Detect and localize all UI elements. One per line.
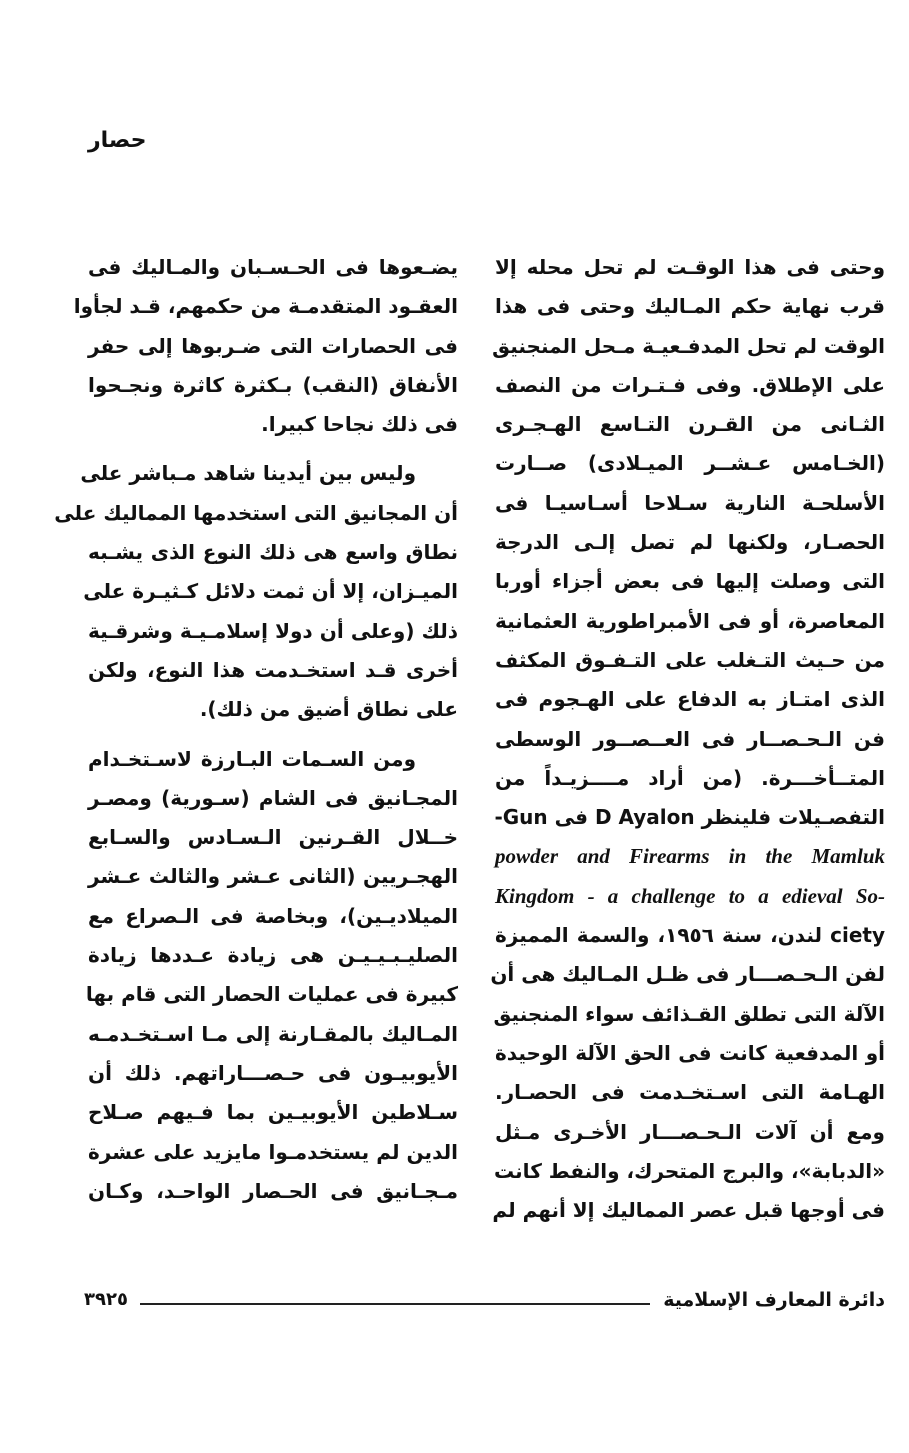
text-line: يضـعوها فى الحـسـبان والمـاليك فى (88, 255, 458, 279)
text-line: فى الحصارات التى ضـربوها إلى حفر (88, 333, 458, 358)
text-line: خــلال القـرنين الـسـادس والسـابع (88, 825, 458, 850)
paragraph (54, 454, 458, 729)
text-line: الذى امتـاز به الدفاع على الهـجوم فى (495, 687, 885, 712)
right-column (490, 248, 885, 1240)
text-line: الميـزان، إلا أن ثمت دلائل كـثيـرة على (83, 579, 458, 604)
text-line: ومن السـمات البـارزة لاسـتخـدام (88, 746, 416, 771)
text-line: وحتى فى هذا الوقـت لم تحل محله إلا (495, 255, 885, 279)
text-line: على نطاق أضيق من ذلك). (199, 697, 458, 722)
left-column (54, 248, 458, 1221)
text-line: كبيرة فى عمليات الحصار التى قام بها (85, 982, 458, 1007)
text-line: ciety لندن، سنة ١٩٥٦، والسمة المميزة (495, 923, 885, 948)
text-line: الميلاديـين)، وبخاصة فى الـصراع مع (88, 903, 458, 928)
text-line: الوقت لم تحل المدفـعيـة مـحل المنجنيق (492, 333, 885, 358)
paragraph (490, 248, 885, 1230)
text-line: فن الـحـصــار فى العــصــور الوسطى (495, 726, 885, 751)
paragraph (73, 248, 458, 444)
text-line: نطاق واسع هى ذلك النوع الذى يشـبه (88, 540, 458, 565)
paragraph (85, 740, 458, 1212)
text-line: لفن الـحـصـــار فى ظـل المـاليك هى أن (490, 962, 885, 987)
text-line: العقـود المتقدمـة من حكمهم، قـد لجأوا (73, 294, 458, 319)
text-line: التى وصلت إليها فى بعض أجزاء أوربا (495, 569, 885, 594)
text-line: أو المدفعية كانت فى الحق الآلة الوحيدة (495, 1040, 885, 1065)
text-line: على الإطلاق. وفى فـتـرات من النصف (495, 372, 885, 397)
text-line: ذلك (وعلى أن دولا إسلامـيـة وشرقـية (88, 618, 458, 643)
text-line: Kingdom - a challenge to a edieval So- (495, 883, 885, 908)
text-line: المجـانيق فى الشام (سـورية) ومصـر (88, 785, 458, 810)
text-line: مـجـانيق فى الحـصار الواحـد، وكـان (88, 1178, 458, 1203)
text-line: قرب نهاية حكم المـاليك وحتى فى هذا (495, 294, 885, 319)
text-line: أخرى قـد استخـدمت هذا النوع، ولكن (88, 657, 458, 682)
text-line: (الخـامس عـشــر الميـلادى) صــارت (495, 451, 885, 476)
footer-rule (140, 1303, 650, 1305)
text-line: «الدبابة»، والبرج المتحرك، والنفط كانت (494, 1158, 885, 1183)
text-line: الحصـار، ولكنها لم تصل إلـى الدرجة (495, 530, 885, 555)
text-line: ومع أن آلات الـحـصـــار الأخـرى مـثل (495, 1119, 885, 1144)
footer-journal-title: دائرة المعارف الإسلامية (663, 1289, 885, 1311)
text-line: المعاصرة، أو فى الأمبراطورية العثمانية (495, 608, 885, 633)
text-line: التفصـيلات فلينظر D Ayalon فى Gun- (494, 805, 885, 830)
page-number: ٣٩٢٥ (84, 1289, 128, 1310)
text-line: المتــأخـــرة. (من أراد مــــزيـداً من (495, 765, 885, 790)
text-line: فى ذلك نجاحا كبيرا. (261, 412, 458, 437)
text-line: الأنفاق (النقب) بـكثرة كاثرة ونجـحوا (88, 372, 458, 397)
text-line: وليس بين أيدينا شاهد مـباشر على (80, 461, 416, 486)
text-line: الهجـريين (الثانى عـشر والثالث عـشر (88, 864, 458, 889)
text-line: الثـانى من القـرن التـاسع الهـجـرى (495, 412, 885, 437)
text-line: الأيوبيـون فى حـصـــاراتهم. ذلك أن (88, 1060, 458, 1085)
running-header: حصار (88, 128, 147, 153)
text-line: الصليـبـيـيـن هى زيادة عـددها زيادة (88, 943, 458, 968)
text-line: powder and Firearms in the Mamluk (495, 844, 885, 869)
text-line: الآلة التى تطلق القـذائف سواء المنجنيق (493, 1001, 885, 1026)
text-line: الأسلحـة النارية سـلاحا أسـاسيـا فى (495, 490, 885, 515)
text-line: أن المجانيق التى استخدمها المماليك على (54, 500, 458, 525)
text-line: الهـامة التى اسـتخـدمت فى الحصـار. (495, 1080, 885, 1105)
text-line: المـاليك بالمقـارنة إلى مـا اسـتخـدمـه (88, 1021, 458, 1046)
text-line: سـلاطين الأيوبيـين بما فـيهم صـلاح (88, 1100, 458, 1125)
text-line: من حـيث التـغلب على التـفـوق المكثف (495, 647, 885, 672)
text-line: الدين لم يستخدمـوا مايزيد على عشرة (88, 1139, 458, 1164)
text-line: فى أوجها قبل عصر المماليك إلا أنهم لم (492, 1198, 885, 1223)
